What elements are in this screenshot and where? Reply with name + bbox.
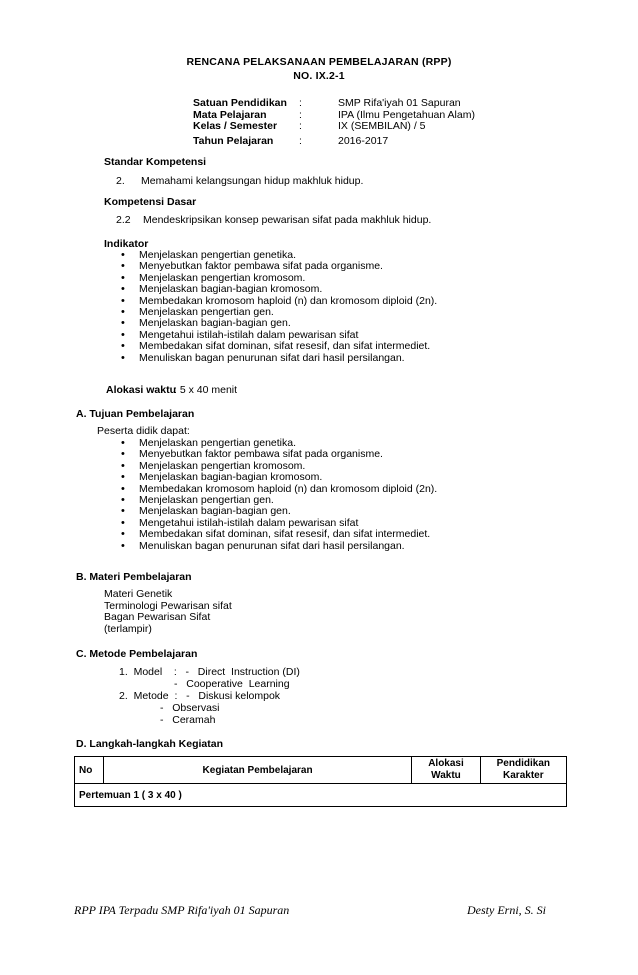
list-item: • Menuliskan bagan penurunan sifat dari hasil persilangan.: [118, 353, 437, 364]
metode-heading: C. Metode Pembelajaran: [76, 648, 198, 660]
document-number: NO. IX.2-1: [293, 70, 345, 82]
col-header-kegiatan: Kegiatan Pembelajaran: [103, 757, 412, 784]
list-item: • Menjelaskan pengertian genetika.: [118, 438, 437, 449]
tujuan-heading: A. Tujuan Pembelajaran: [76, 408, 195, 420]
alokasi-label: Alokasi waktu: [106, 384, 177, 396]
col-header-no: No: [75, 757, 104, 784]
materi-heading: B. Materi Pembelajaran: [76, 571, 192, 583]
standar-number: 2.: [116, 175, 125, 187]
pertemuan-cell: Pertemuan 1 ( 3 x 40 ): [75, 784, 567, 807]
identity-colon: :: [299, 120, 302, 132]
metode-model-sub: - Cooperative Learning: [174, 678, 290, 690]
identity-colon: :: [299, 97, 302, 109]
tujuan-list: [118, 438, 437, 552]
list-item: • Membedakan kromosom haploid (n) dan kromosom diploid (2n).: [118, 484, 437, 495]
kompetensi-number: 2.2: [116, 214, 131, 226]
col-header-karakter: Pendidikan Karakter: [480, 757, 566, 784]
indikator-list: [118, 250, 437, 364]
kompetensi-text: Mendeskripsikan konsep pewarisan sifat pada makhluk hidup.: [143, 214, 432, 226]
identity-label: Satuan Pendidikan: [193, 97, 287, 109]
list-item: • Menjelaskan pengertian genetika.: [118, 250, 437, 261]
list-item: • Menjelaskan pengertian kromosom.: [118, 461, 437, 472]
identity-label: Tahun Pelajaran: [193, 135, 274, 147]
list-item: • Menuliskan bagan penurunan sifat dari hasil persilangan.: [118, 541, 437, 552]
list-item: • Menjelaskan pengertian kromosom.: [118, 273, 437, 284]
col-header-alokasi: Alokasi Waktu: [412, 757, 480, 784]
identity-colon: :: [299, 135, 302, 147]
materi-line: (terlampir): [104, 622, 152, 635]
indikator-heading: Indikator: [104, 238, 149, 250]
identity-label: Mata Pelajaran: [193, 109, 267, 121]
list-item: • Menjelaskan pengertian gen.: [118, 307, 437, 318]
list-item: • Menjelaskan bagian-bagian kromosom.: [118, 284, 437, 295]
list-item: • Menjelaskan bagian-bagian kromosom.: [118, 472, 437, 483]
list-item: • Mengetahui istilah-istilah dalam pewarisan sifat: [118, 330, 437, 341]
identity-value: IPA (Ilmu Pengetahuan Alam): [338, 109, 475, 121]
kegiatan-table: [74, 756, 567, 807]
standar-heading: Standar Kompetensi: [104, 156, 207, 168]
tujuan-intro: Peserta didik dapat:: [97, 425, 190, 437]
kompetensi-heading: Kompetensi Dasar: [104, 196, 197, 208]
alokasi-value: : 5 x 40 menit: [174, 384, 238, 396]
materi-line: Terminologi Pewarisan sifat: [104, 599, 232, 612]
table-row: [75, 784, 567, 807]
materi-lines: [104, 589, 232, 635]
metode-method-sub: - Ceramah: [160, 714, 216, 726]
metode-model-line: 1. Model : - Direct Instruction (DI): [119, 666, 300, 678]
standar-text: Memahami kelangsungan hidup makhluk hidup.: [141, 175, 364, 187]
identity-value: 2016-2017: [338, 135, 389, 147]
footer-left: RPP IPA Terpadu SMP Rifa'iyah 01 Sapuran: [74, 903, 290, 917]
document-title: RENCANA PELAKSANAAN PEMBELAJARAN (RPP): [186, 56, 452, 68]
list-item: • Menjelaskan pengertian gen.: [118, 495, 437, 506]
identity-label: Kelas / Semester: [193, 120, 278, 132]
footer-right: Desty Erni, S. Si: [467, 903, 546, 917]
identity-colon: :: [299, 109, 302, 121]
metode-method-sub: - Observasi: [160, 702, 220, 714]
materi-line: Materi Genetik: [104, 588, 173, 600]
metode-method-line: 2. Metode : - Diskusi kelompok: [119, 690, 281, 702]
list-item: • Menyebutkan faktor pembawa sifat pada organisme.: [118, 261, 437, 272]
materi-line: Bagan Pewarisan Sifat: [104, 611, 211, 624]
list-item: • Membedakan sifat dominan, sifat resesif, dan sifat intermediet.: [118, 529, 437, 540]
list-item: • Mengetahui istilah-istilah dalam pewarisan sifat: [118, 518, 437, 529]
identity-value: IX (SEMBILAN) / 5: [338, 120, 426, 132]
list-item: • Membedakan sifat dominan, sifat resesif, dan sifat intermediet.: [118, 341, 437, 352]
table-header-row: [75, 757, 567, 784]
list-item: • Menjelaskan bagian-bagian gen.: [118, 318, 437, 329]
identity-value: SMP Rifa'iyah 01 Sapuran: [338, 97, 461, 109]
list-item: • Menyebutkan faktor pembawa sifat pada organisme.: [118, 449, 437, 460]
langkah-heading: D. Langkah-langkah Kegiatan: [76, 738, 224, 750]
list-item: • Menjelaskan bagian-bagian gen.: [118, 506, 437, 517]
list-item: • Membedakan kromosom haploid (n) dan kromosom diploid (2n).: [118, 296, 437, 307]
